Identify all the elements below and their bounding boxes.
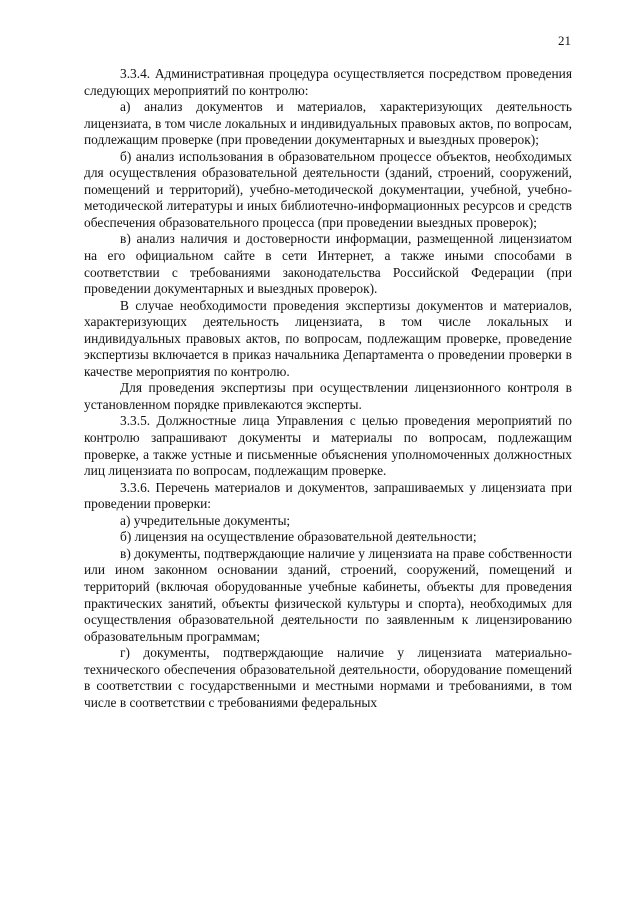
list-item-g: г) документы, подтверждающие наличие у лицензиата материально-технического обеспечения образовательной деятельности, оборудование помещений в соответствии с государственными и местными нормами и требованиями, в том числе в соответствии с требованиями федеральных: [84, 645, 572, 710]
paragraph-3-3-6: 3.3.6. Перечень материалов и документов, запрашиваемых у лицензиата при проведении проверки:: [84, 479, 572, 512]
paragraph-item-a: а) анализ документов и материалов, характеризующих деятельность лицензиата, в том числе локальных и индивидуальных правовых актов, по вопросам, подлежащим проверке (при проведении документарных и выездных проверок);: [84, 99, 572, 148]
page-number: 21: [558, 33, 571, 48]
paragraph-experts: Для проведения экспертизы при осуществлении лицензионного контроля в установленном порядке привлекаются эксперты.: [84, 380, 572, 412]
paragraph-expertise-case: В случае необходимости проведения экспертизы документов и материалов, характеризующих деятельность лицензиата, в том числе локальных и индивидуальных правовых актов, по вопросам, подлежащим проверке, проведение экспертизы включается в приказ начальника Департамента о проведении проверки в качестве мероприятия по контролю.: [84, 297, 572, 379]
list-item-v: в) документы, подтверждающие наличие у лицензиата на праве собственности или ином законном основании зданий, строений, сооружений, помещений и территорий (включая оборудованные учебные кабинеты, объекты для проведения практических занятий, объекты физической культуры и спорта), необходимых для осуществления образовательной деятельности по заявленным к лицензированию образовательным программам;: [84, 545, 572, 644]
paragraph-3-3-4: 3.3.4. Административная процедура осуществляется посредством проведения следующих мероприятий по контролю:: [84, 66, 572, 98]
list-item-b: б) лицензия на осуществление образовательной деятельности;: [120, 529, 477, 545]
document-body: [84, 66, 572, 711]
paragraph-item-b: б) анализ использования в образовательном процессе объектов, необходимых для осуществления образовательной деятельности (зданий, строений, сооружений, помещений и территорий), учебно-методической документации, учебной, учебно-методической литературы и иных библиотечно-информационных ресурсов и средств обеспечения образовательного процесса (при проведении выездных проверок);: [84, 148, 572, 230]
paragraph-3-3-5: 3.3.5. Должностные лица Управления с целью проведения мероприятий по контролю запрашивают документы и материалы по вопросам, подлежащим проверке, а также устные и письменные объяснения уполномоченных должностных лиц лицензиата по вопросам, подлежащим проверке.: [84, 413, 572, 479]
paragraph-item-v: в) анализ наличия и достоверности информации, размещенной лицензиатом на его официальном сайте в сети Интернет, а также иными способами в соответствии с требованиями законодательства Российской Федерации (при проведении документарных и выездных проверок).: [84, 231, 572, 297]
list-item-a: а) учредительные документы;: [120, 512, 291, 528]
